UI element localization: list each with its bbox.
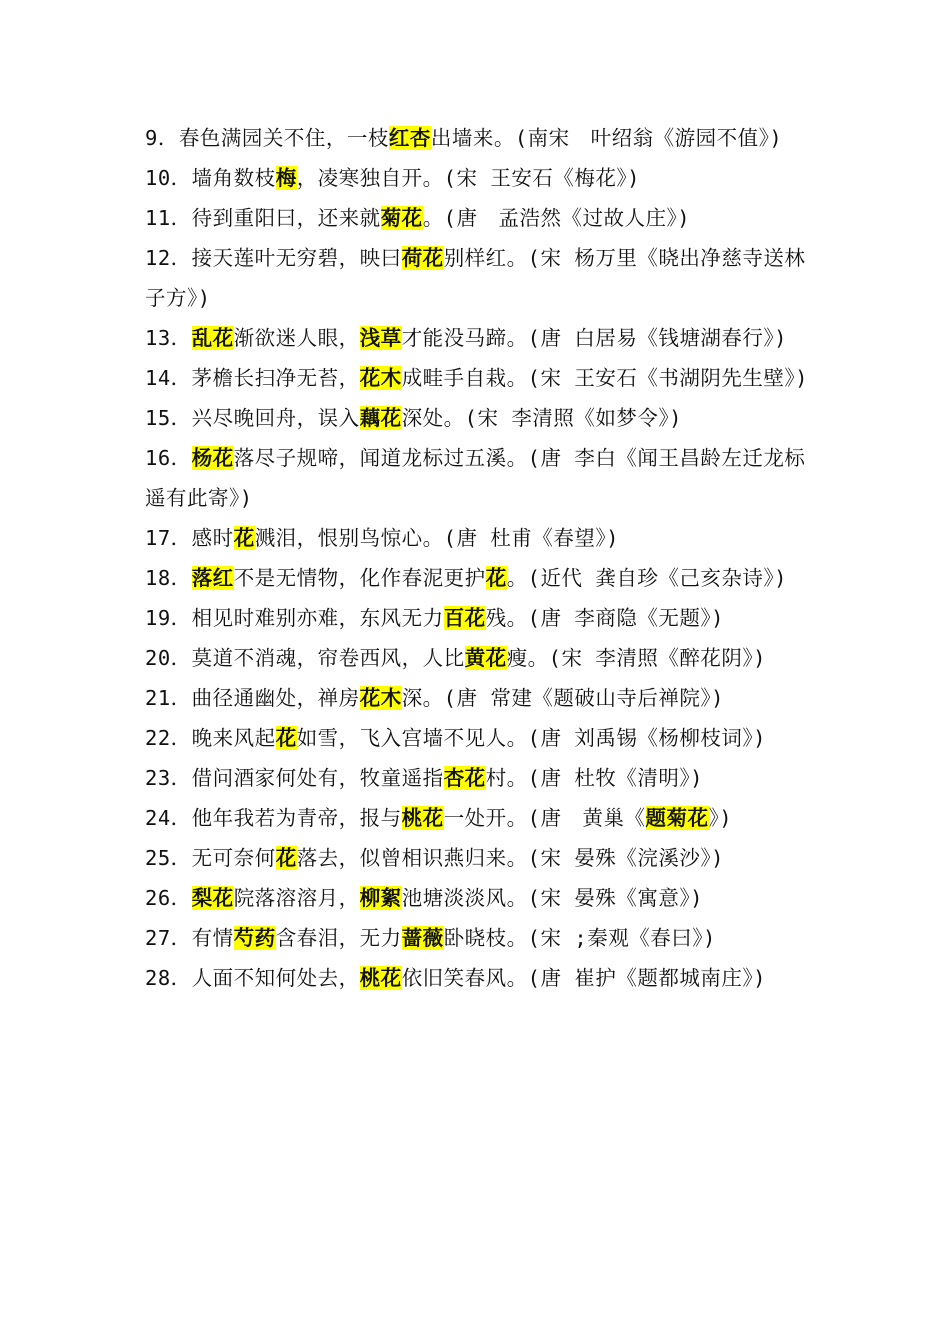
highlighted-text: 桃花 [359,966,402,990]
poem-line [145,318,810,358]
highlighted-text: 梨花 [191,886,234,910]
highlighted-text: 花 [275,726,297,750]
line-text: 落尽子规啼，闻道龙标过五溪。(唐 李白《闻王昌龄左迁龙标遥有此寄》) [145,446,806,510]
line-text: 残。(唐 李商隐《无题》) [485,606,724,630]
highlighted-text: 花 [485,566,507,590]
highlighted-text: 花木 [359,366,402,390]
poem-line [145,598,810,638]
line-text: 22．晚来风起 [145,726,276,750]
poem-line [145,438,810,518]
line-text: 20．莫道不消魂，帘卷西风，人比 [145,646,465,670]
poem-line [145,238,810,318]
poem-line [145,918,810,958]
poem-list [145,118,810,998]
line-text: 13． [145,326,192,350]
highlighted-text: 乱花 [191,326,234,350]
poem-line [145,798,810,838]
poem-line [145,678,810,718]
highlighted-text: 杏花 [443,766,486,790]
line-text: 12．接天莲叶无穷碧，映曰 [145,246,402,270]
line-text: 池塘淡淡风。(宋 晏殊《寓意》) [401,886,703,910]
poem-line [145,518,810,558]
line-text: 》) [708,806,733,830]
line-text: 28．人面不知何处去， [145,966,360,990]
poem-line [145,758,810,798]
highlighted-text: 荷花 [401,246,444,270]
poem-line [145,158,810,198]
line-text: 依旧笑春风。(唐 崔护《题都城南庄》) [401,966,766,990]
poem-line [145,398,810,438]
line-text: 如雪，飞入宫墙不见人。(唐 刘禹锡《杨柳枝词》) [296,726,766,750]
highlighted-text: 蔷薇 [401,926,444,950]
highlighted-text: 菊花 [380,206,423,230]
line-text: 14．茅檐长扫净无苔， [145,366,360,390]
highlighted-text: 芍药 [233,926,276,950]
poem-line [145,878,810,918]
highlighted-text: 花木 [359,686,402,710]
poem-line [145,118,810,158]
line-text: 9．春色满园关不住，一枝 [145,126,389,150]
line-text: 19．相见时难别亦难，东风无力 [145,606,444,630]
highlighted-text: 百花 [443,606,486,630]
line-text: 27．有情 [145,926,234,950]
poem-line [145,198,810,238]
poem-line [145,958,810,998]
line-text: 。(唐 孟浩然《过故人庄》) [422,206,691,230]
highlighted-text: 题菊花 [645,806,709,830]
line-text: 18． [145,566,192,590]
line-text: 出墙来。(南宋 叶绍翁《游园不值》) [430,126,783,150]
line-text: 渐欲迷人眼， [233,326,360,350]
line-text: 21．曲径通幽处，禅房 [145,686,360,710]
line-text: 25．无可奈何 [145,846,276,870]
poem-line [145,838,810,878]
line-text: 深处。(宋 李清照《如梦令》) [401,406,682,430]
highlighted-text: 黄花 [464,646,507,670]
line-text: 不是无情物，化作春泥更护 [233,566,486,590]
highlighted-text: 浅草 [359,326,402,350]
line-text: 26． [145,886,192,910]
highlighted-text: 落红 [191,566,234,590]
line-text: 24．他年我若为青帝，报与 [145,806,402,830]
highlighted-text: 梅 [275,166,297,190]
line-text: 落去，似曾相识燕归来。(宋 晏殊《浣溪沙》) [296,846,724,870]
line-text: 。(近代 龚自珍《己亥杂诗》) [506,566,787,590]
line-text: 17．感时 [145,526,234,550]
line-text: 23．借问酒家何处有，牧童遥指 [145,766,444,790]
poem-line [145,358,810,398]
highlighted-text: 杨花 [191,446,234,470]
poem-line [145,558,810,598]
line-text: 16． [145,446,192,470]
line-text: 村。(唐 杜牧《清明》) [485,766,703,790]
line-text: 才能没马蹄。(唐 白居易《钱塘湖春行》) [401,326,787,350]
line-text: 瘦。(宋 李清照《醉花阴》) [506,646,766,670]
highlighted-text: 花 [275,846,297,870]
highlighted-text: 桃花 [401,806,444,830]
poem-line [145,718,810,758]
highlighted-text: 花 [233,526,255,550]
line-text: 深。(唐 常建《题破山寺后禅院》) [401,686,724,710]
line-text: ，凌寒独自开。(宋 王安石《梅花》) [296,166,640,190]
highlighted-text: 柳絮 [359,886,402,910]
line-text: 15．兴尽晚回舟，误入 [145,406,360,430]
line-text: 11．待到重阳曰，还来就 [145,206,381,230]
line-text: 一处开。(唐 黄巢《 [443,806,646,830]
line-text: 溅泪，恨别鸟惊心。(唐 杜甫《春望》) [254,526,619,550]
line-text: 卧晓枝。(宋 ;秦观《春曰》) [443,926,716,950]
highlighted-text: 红杏 [388,126,431,150]
line-text: 别样红。(宋 杨万里《晓出净慈寺送林子方》) [145,246,806,310]
poem-line [145,638,810,678]
highlighted-text: 藕花 [359,406,402,430]
line-text: 成畦手自栽。(宋 王安石《书湖阴先生壁》) [401,366,808,390]
line-text: 10．墙角数枝 [145,166,276,190]
line-text: 含春泪，无力 [275,926,402,950]
line-text: 院落溶溶月， [233,886,360,910]
